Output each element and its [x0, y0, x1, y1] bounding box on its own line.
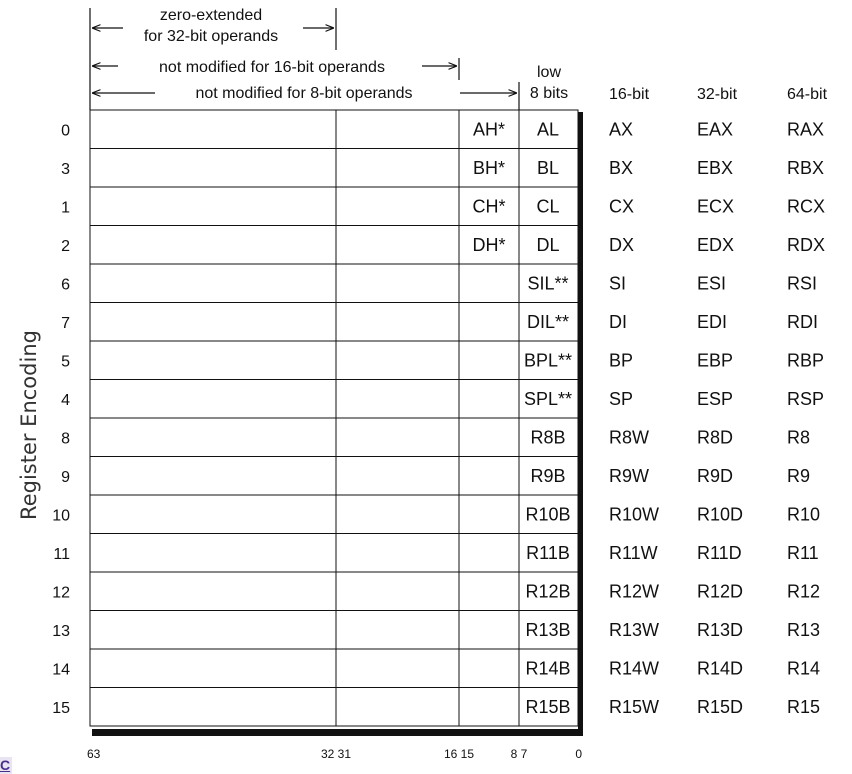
bit-label-8-7: 8 7	[510, 747, 528, 761]
table-shadow-bottom	[92, 729, 583, 736]
low-byte-register: SPL**	[523, 388, 573, 409]
reg-16-bit: R12W	[609, 581, 660, 602]
reg-16-bit: R11W	[609, 542, 658, 563]
reg-64-bit: R8	[787, 427, 811, 448]
reg-64-bit: R10	[787, 504, 821, 525]
high-byte-register: DH*	[472, 234, 506, 255]
reg-64-bit: R9	[787, 465, 811, 486]
reg-32-bit: R12D	[697, 581, 744, 602]
reg-16-bit: DX	[609, 234, 635, 255]
encoding-number: 3	[61, 160, 70, 178]
row-box	[90, 649, 578, 688]
reg-64-bit: RBX	[787, 157, 825, 178]
encoding-number: 2	[61, 237, 70, 255]
reg-16-bit: CX	[609, 196, 635, 217]
low-byte-register: DL	[536, 234, 560, 255]
register-row	[53, 534, 818, 573]
encoding-number: 11	[53, 545, 70, 563]
reg-32-bit: EAX	[697, 119, 734, 140]
col-16-bit-header: 16-bit	[609, 86, 650, 103]
reg-64-bit: RAX	[787, 119, 825, 140]
high-byte-register: CH*	[472, 196, 506, 217]
row-box	[90, 380, 578, 419]
bit-label-0: 0	[575, 747, 582, 761]
row-box	[90, 341, 578, 380]
bit-label-32-31: 32 31	[320, 747, 352, 761]
encoding-number: 0	[61, 122, 70, 140]
reg-16-bit: SI	[609, 273, 627, 294]
encoding-number: 14	[52, 661, 70, 679]
reg-64-bit: R14	[787, 658, 821, 679]
not-modified-8-label: not modified for 8-bit operands	[195, 85, 413, 102]
register-row	[61, 418, 810, 457]
low-byte-register: R8B	[530, 427, 566, 448]
reg-16-bit: R10W	[609, 504, 660, 525]
reg-64-bit: RSP	[787, 388, 825, 409]
reg-32-bit: R9D	[697, 465, 734, 486]
low-label: low	[536, 64, 562, 81]
low-byte-register: R12B	[525, 581, 571, 602]
reg-64-bit: RCX	[787, 196, 826, 217]
reg-16-bit: DI	[609, 311, 627, 332]
reg-16-bit: SP	[609, 388, 634, 409]
reg-16-bit: R15W	[609, 696, 660, 717]
reg-32-bit: R15D	[697, 696, 744, 717]
reg-64-bit: R13	[787, 619, 821, 640]
low-byte-register: BPL**	[523, 350, 573, 371]
reg-32-bit: R10D	[697, 504, 744, 525]
reg-32-bit: EBX	[697, 157, 734, 178]
bit-label-63: 63	[87, 747, 101, 761]
register-row	[52, 572, 820, 611]
low-byte-register: R11B	[526, 542, 570, 563]
encoding-number: 6	[61, 276, 70, 294]
row-box	[90, 688, 578, 727]
reg-32-bit: EBP	[697, 350, 734, 371]
encoding-number: 1	[61, 199, 70, 217]
reg-64-bit: R11	[787, 542, 819, 563]
reg-16-bit: BX	[609, 157, 634, 178]
register-row	[52, 611, 820, 650]
encoding-number: 5	[61, 353, 70, 371]
register-row	[61, 264, 817, 303]
encoding-number: 7	[61, 314, 70, 332]
not-modified-16-label: not modified for 16-bit operands	[159, 59, 385, 76]
low-byte-register: R10B	[525, 504, 571, 525]
low-byte-register: R15B	[525, 696, 571, 717]
encoding-number: 13	[52, 622, 70, 640]
low-byte-register: R9B	[530, 465, 566, 486]
encoding-number: 12	[52, 584, 70, 602]
reg-64-bit: RSI	[787, 273, 818, 294]
low-byte-register: SIL**	[527, 273, 569, 294]
zero-extended-label: zero-extended	[159, 7, 263, 24]
high-byte-register: BH*	[472, 157, 506, 178]
register-row	[61, 149, 824, 188]
low-byte-register: R14B	[525, 658, 571, 679]
row-box	[90, 418, 578, 457]
reg-16-bit: R13W	[609, 619, 660, 640]
register-row	[61, 226, 825, 265]
low-8-bits-label: 8 bits	[529, 85, 569, 102]
reg-16-bit: R8W	[609, 427, 649, 448]
row-box	[90, 611, 578, 650]
reg-32-bit: ESI	[697, 273, 727, 294]
row-box	[90, 495, 578, 534]
reg-32-bit: R14D	[697, 658, 744, 679]
register-row	[61, 380, 824, 419]
row-box	[90, 572, 578, 611]
reg-16-bit: AX	[609, 119, 634, 140]
reg-64-bit: RDI	[787, 311, 818, 332]
reg-64-bit: R15	[787, 696, 821, 717]
reg-32-bit: R13D	[697, 619, 744, 640]
register-row	[61, 303, 818, 342]
register-row	[61, 341, 824, 380]
encoding-number: 15	[52, 699, 70, 717]
reg-32-bit: R8D	[697, 427, 734, 448]
col-64-bit-header: 64-bit	[787, 86, 828, 103]
row-box	[90, 264, 578, 303]
reg-32-bit: EDI	[697, 311, 728, 332]
reg-64-bit: RBP	[787, 350, 825, 371]
low-byte-register: BL	[536, 157, 560, 178]
register-row	[61, 110, 824, 149]
row-box	[90, 303, 578, 342]
encoding-number: 4	[61, 391, 70, 409]
reg-32-bit: EDX	[697, 234, 735, 255]
table-shadow-right	[578, 112, 583, 736]
row-box	[90, 534, 578, 573]
reg-16-bit: BP	[609, 350, 634, 371]
reg-16-bit: R14W	[609, 658, 660, 679]
register-row	[52, 688, 820, 727]
reg-16-bit: R9W	[609, 465, 649, 486]
encoding-number: 9	[61, 468, 70, 486]
corner-mark[interactable]: C	[0, 757, 11, 773]
low-byte-register: CL	[536, 196, 560, 217]
register-row	[61, 457, 810, 496]
register-encoding-axis-label: Register Encoding	[17, 330, 41, 520]
reg-32-bit: R11D	[697, 542, 742, 563]
reg-64-bit: RDX	[787, 234, 826, 255]
col-32-bit-header: 32-bit	[697, 86, 738, 103]
reg-32-bit: ESP	[697, 388, 734, 409]
low-byte-register: AL	[536, 119, 560, 140]
reg-32-bit: ECX	[697, 196, 735, 217]
high-byte-register: AH*	[472, 119, 506, 140]
encoding-number: 8	[61, 430, 70, 448]
register-row	[61, 187, 825, 226]
low-byte-register: R13B	[525, 619, 571, 640]
bit-label-16-15: 16 15	[443, 747, 475, 761]
encoding-number: 10	[52, 507, 70, 525]
register-rows	[52, 110, 825, 726]
low-byte-register: DIL**	[526, 311, 570, 332]
register-row	[52, 495, 820, 534]
zero-extended-sublabel: for 32-bit operands	[143, 28, 279, 45]
row-box	[90, 457, 578, 496]
reg-64-bit: R12	[787, 581, 821, 602]
register-row	[52, 649, 820, 688]
